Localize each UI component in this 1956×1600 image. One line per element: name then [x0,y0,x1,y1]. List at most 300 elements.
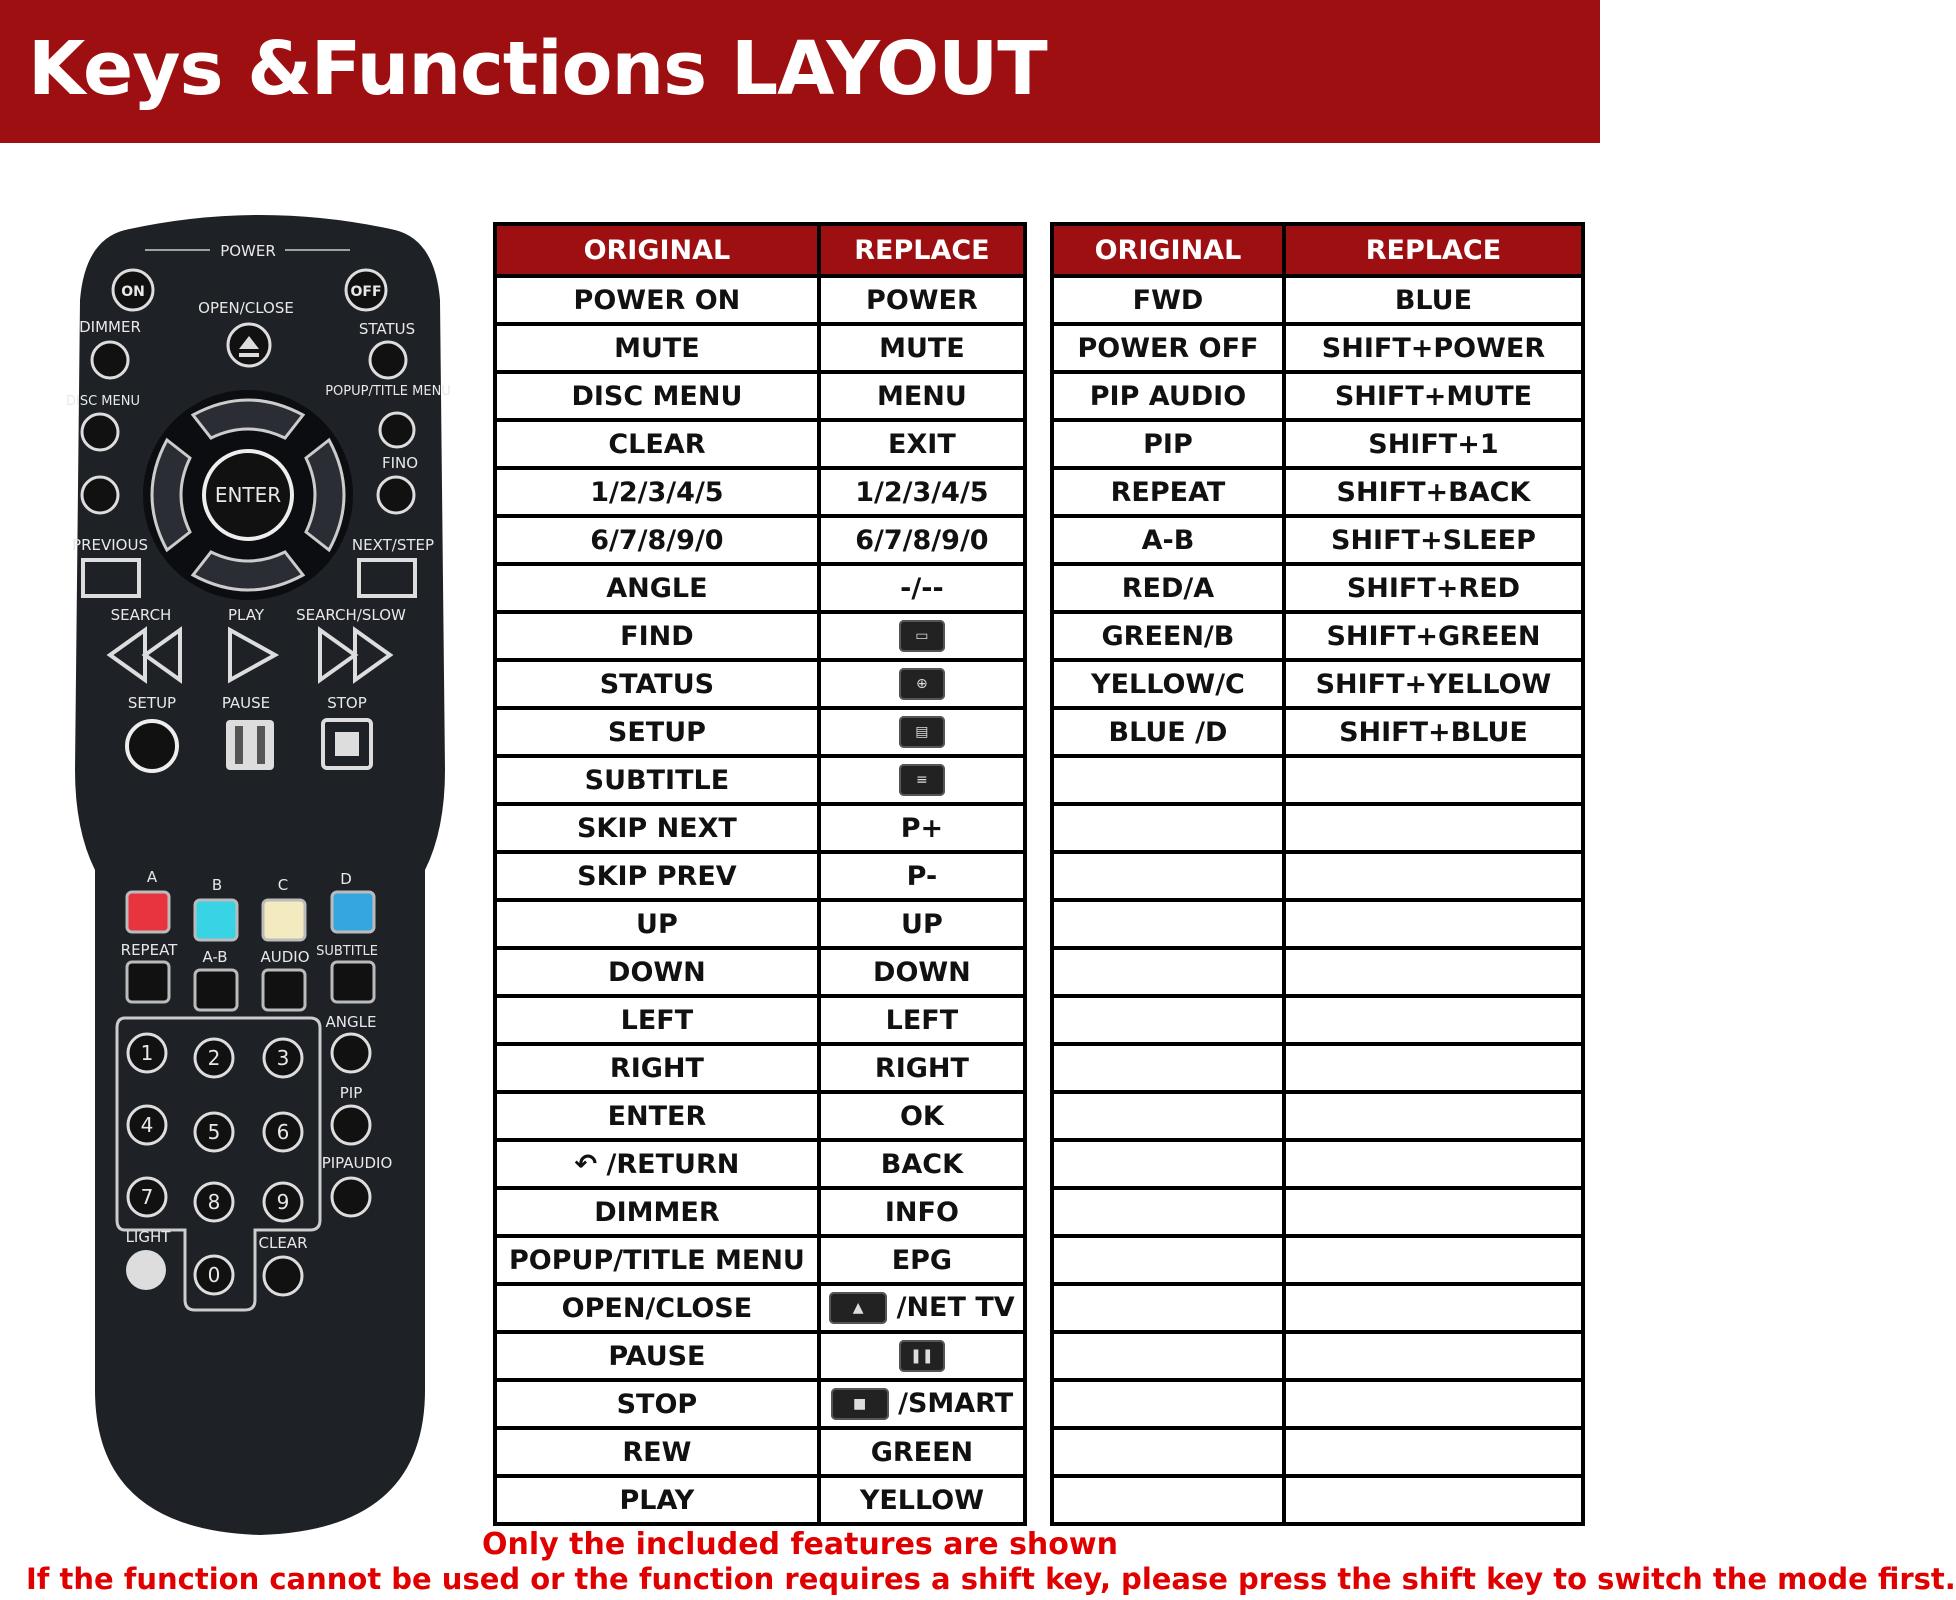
cell-replace [1284,852,1583,900]
cell-replace [1284,1140,1583,1188]
cell-text: SHIFT+1 [1368,428,1499,460]
remote-open-close-label: OPEN/CLOSE [198,299,294,317]
table-row [1052,1044,1583,1092]
cell-replace [819,1044,1025,1092]
cell-text: /SMART [898,1387,1014,1419]
cell-original [495,564,819,612]
cell-replace [1284,1284,1583,1332]
remote-pip-label: PIP [339,1084,363,1102]
table-row [495,1284,1025,1332]
cell-original [495,756,819,804]
table-row [495,468,1025,516]
cell-replace [819,900,1025,948]
remote-play-label: PLAY [227,606,265,624]
cell-replace [1284,1476,1583,1524]
cell-original [495,372,819,420]
table-row [495,804,1025,852]
setup-button-icon: ▤ [899,716,945,748]
cell-text: SHIFT+BACK [1336,476,1531,508]
cell-original [495,708,819,756]
cell-text: SKIP PREV [577,860,737,892]
cell-text: LEFT [885,1004,959,1036]
table-row [1052,708,1583,756]
table-row [1052,948,1583,996]
table-row [495,996,1025,1044]
table-row [1052,276,1583,324]
cell-replace [819,564,1025,612]
remote-digit-9: 9 [276,1190,290,1214]
cell-text: CLEAR [608,428,706,460]
cell-original [495,1044,819,1092]
subtitle-button-icon: ≡ [899,764,945,796]
column-header-replace: REPLACE [819,224,1025,276]
table-row [1052,1380,1583,1428]
cell-text: YELLOW/C [1091,668,1245,700]
cell-text: /NET TV [896,1291,1015,1323]
cell-original [1052,564,1284,612]
cell-replace [819,276,1025,324]
remote-cream-button [263,900,305,940]
cell-original [1052,660,1284,708]
cell-replace [1284,1428,1583,1476]
cell-replace [819,372,1025,420]
cell-replace [819,1140,1025,1188]
cell-text: MUTE [614,332,700,364]
remote-search-label: SEARCH [110,606,172,624]
cell-original [495,324,819,372]
cell-original [1052,1428,1284,1476]
remote-on-label: ON [121,284,145,300]
cell-replace [1284,660,1583,708]
remote-search-slow-label: SEARCH/SLOW [296,606,406,624]
table-row [1052,372,1583,420]
cell-text: BLUE /D [1108,716,1228,748]
table-row [495,756,1025,804]
cell-text: SETUP [607,716,706,748]
remote-digit-3: 3 [276,1046,290,1070]
cell-text: SKIP NEXT [576,812,737,844]
cell-original [495,276,819,324]
cell-replace [1284,1332,1583,1380]
cell-original [495,1380,819,1428]
cell-original [1052,276,1284,324]
cell-original [495,1140,819,1188]
cell-text: UP [636,908,678,940]
table-row [495,1092,1025,1140]
cell-replace [819,708,1025,756]
cell-original [1052,900,1284,948]
cell-text: RED/A [1121,572,1215,604]
table-row [1052,516,1583,564]
cell-text: RIGHT [609,1052,704,1084]
cell-text: GREEN/B [1101,620,1235,652]
cell-replace [1284,612,1583,660]
table-row [495,708,1025,756]
cell-text: REPEAT [1110,476,1226,508]
remote-light-button [126,1250,166,1290]
cell-original [495,852,819,900]
status-button-icon: ⊕ [899,668,945,700]
remote-status-button [370,342,406,378]
table-header-row [1052,224,1583,276]
cell-replace [1284,1044,1583,1092]
cell-replace [1284,324,1583,372]
cell-text: POWER OFF [1077,332,1259,364]
cell-original [1052,1092,1284,1140]
remote-digit-1: 1 [140,1041,154,1065]
cell-original [495,420,819,468]
cell-original [495,516,819,564]
cell-text: SHIFT+BLUE [1339,716,1528,748]
remote-off-label: OFF [350,284,382,300]
remote-previous-label: PREVIOUS [72,536,148,554]
remote-pause-button [226,720,274,770]
cell-text: LEFT [620,1004,694,1036]
cell-original [1052,756,1284,804]
remote-subtitle-label: SUBTITLE [316,944,378,959]
remote-ab-button [195,970,237,1010]
cell-text: UP [901,908,943,940]
cell-text: PIP AUDIO [1089,380,1247,412]
table-row [495,1476,1025,1524]
remote-digit-6: 6 [276,1120,290,1144]
table-row [1052,1284,1583,1332]
cell-text: STATUS [599,668,715,700]
find-button-icon: ▭ [899,620,945,652]
cell-text: STOP [616,1388,698,1420]
cell-original [495,996,819,1044]
table-row [1052,900,1583,948]
remote-repeat-label: REPEAT [120,941,178,959]
table-row [495,564,1025,612]
cell-original [495,1236,819,1284]
table-row [495,1140,1025,1188]
table-row [495,516,1025,564]
table-row [1052,1428,1583,1476]
eject-button-icon: ▲ [829,1292,887,1324]
cell-replace [819,756,1025,804]
cell-replace [1284,756,1583,804]
cell-original [1052,324,1284,372]
cell-replace [819,324,1025,372]
table-row [1052,420,1583,468]
cell-replace [819,1476,1025,1524]
cell-original [495,1332,819,1380]
cell-original [1052,372,1284,420]
cell-text: PIP [1143,428,1193,460]
cell-text: DIMMER [594,1196,720,1228]
cell-text: EPG [891,1244,953,1276]
cell-text: POWER [866,284,978,316]
table-header-row [495,224,1025,276]
cell-original [495,660,819,708]
cell-replace [1284,564,1583,612]
cell-text: YELLOW [859,1484,984,1516]
remote-status-label: STATUS [358,320,416,338]
cell-replace [819,948,1025,996]
table-row [495,324,1025,372]
table-row [495,1044,1025,1092]
table-row [1052,612,1583,660]
cell-text: BLUE [1394,284,1473,316]
remote-digit-4: 4 [140,1113,154,1137]
table-row [495,1428,1025,1476]
cell-text: SHIFT+YELLOW [1315,668,1552,700]
cell-text: PAUSE [608,1340,706,1372]
remote-disc-menu-button [82,414,118,450]
remote-dimmer-button [92,342,128,378]
cell-text: PLAY [619,1484,695,1516]
cell-text: GREEN [870,1436,974,1468]
cell-text: SHIFT+SLEEP [1331,524,1536,556]
remote-cyan-button [195,900,237,940]
remote-next-label: NEXT/STEP [351,536,435,554]
remote-digit-5: 5 [207,1120,221,1144]
remote-clear-label: CLEAR [258,1234,308,1252]
stop-button-icon: ■ [831,1388,889,1420]
table-row [495,420,1025,468]
remote-blue-button [332,892,374,932]
return-icon: ↶ [574,1148,607,1180]
cell-text: MUTE [879,332,965,364]
cell-text: SUBTITLE [584,764,730,796]
cell-original [1052,852,1284,900]
cell-original [1052,1284,1284,1332]
cell-original [1052,1380,1284,1428]
remote-pip-button [332,1106,370,1144]
remote-return-button [82,477,118,513]
cell-text: P- [906,860,938,892]
remote-clear-button [264,1257,302,1295]
cell-replace [819,1380,1025,1428]
remote-pipaudio-button [332,1178,370,1216]
cell-replace [1284,1380,1583,1428]
remote-digit-0: 0 [207,1263,221,1287]
cell-replace [1284,708,1583,756]
cell-text: 6/7/8/9/0 [590,524,724,556]
cell-original [495,900,819,948]
title-banner [0,0,1600,143]
cell-original [495,1476,819,1524]
cell-original [1052,612,1284,660]
cell-original [1052,468,1284,516]
remote-control-image [45,210,475,1540]
table-row [495,1188,1025,1236]
cell-original [1052,708,1284,756]
cell-original [1052,948,1284,996]
pause-button-icon: ❚❚ [899,1340,945,1372]
cell-replace [1284,420,1583,468]
cell-original [1052,420,1284,468]
cell-replace [1284,804,1583,852]
remote-angle-button [332,1034,370,1072]
cell-text: SHIFT+POWER [1321,332,1546,364]
cell-original [495,612,819,660]
cell-text: SHIFT+RED [1346,572,1521,604]
cell-replace [819,516,1025,564]
cell-text: OPEN/CLOSE [561,1292,753,1324]
table-row [495,948,1025,996]
cell-text: SHIFT+GREEN [1326,620,1541,652]
cell-text: A-B [1141,524,1195,556]
table-row [495,852,1025,900]
cell-original [1052,1140,1284,1188]
footer-note-shift: If the function cannot be used or the function requires a shift key, please press the shift key to switch the mode first. [26,1562,1956,1596]
table-row [1052,1140,1583,1188]
cell-replace [819,420,1025,468]
table-row [1052,564,1583,612]
remote-audio-label: AUDIO [260,948,310,966]
table-row [1052,1092,1583,1140]
cell-original [1052,804,1284,852]
cell-text: RIGHT [874,1052,969,1084]
table-row [495,276,1025,324]
remote-b-label: B [211,876,223,894]
remote-light-label: LIGHT [125,1228,171,1246]
cell-replace [819,1236,1025,1284]
table-row [1052,1236,1583,1284]
cell-text: REW [622,1436,692,1468]
cell-replace [1284,276,1583,324]
cell-text: ANGLE [606,572,708,604]
cell-text: 6/7/8/9/0 [855,524,989,556]
remote-subtitle-button [332,962,374,1002]
cell-text: INFO [884,1196,959,1228]
cell-text: FWD [1132,284,1204,316]
table-row [1052,996,1583,1044]
cell-replace [1284,516,1583,564]
table-row [1052,852,1583,900]
table-row [495,1380,1025,1428]
table-row [1052,756,1583,804]
cell-original [495,468,819,516]
cell-replace [819,996,1025,1044]
cell-text: EXIT [888,428,956,460]
cell-original [495,1284,819,1332]
cell-text: 1/2/3/4/5 [590,476,724,508]
table-row [495,1332,1025,1380]
cell-replace [1284,948,1583,996]
mapping-table-left [493,222,1027,1526]
cell-original [1052,1476,1284,1524]
remote-red-button [127,892,169,932]
cell-replace [819,1092,1025,1140]
cell-text: 1/2/3/4/5 [855,476,989,508]
remote-a-label: A [146,868,158,886]
cell-replace [819,1284,1025,1332]
table-row [1052,1476,1583,1524]
remote-repeat-button [127,962,169,1002]
remote-d-label: D [340,870,352,888]
table-row [495,372,1025,420]
remote-power-label: POWER [220,242,276,260]
remote-fino-label: FINO [381,454,419,472]
remote-digit-8: 8 [207,1190,221,1214]
cell-replace [1284,1188,1583,1236]
table-row [1052,324,1583,372]
cell-replace [819,804,1025,852]
remote-fino-button [378,477,414,513]
cell-text: DISC MENU [571,380,743,412]
cell-replace [819,852,1025,900]
cell-original [1052,1236,1284,1284]
remote-dimmer-label: DIMMER [79,318,141,336]
cell-replace [819,612,1025,660]
cell-replace [1284,900,1583,948]
remote-setup-button [127,721,177,771]
cell-text: POWER ON [573,284,741,316]
table-row [495,660,1025,708]
table-row [1052,660,1583,708]
cell-original [495,1188,819,1236]
remote-angle-label: ANGLE [325,1013,377,1031]
cell-replace [1284,468,1583,516]
cell-original [495,948,819,996]
remote-popup-button [380,413,414,447]
remote-ab-label: A-B [202,948,228,966]
table-row [1052,804,1583,852]
cell-text: SHIFT+MUTE [1334,380,1533,412]
remote-enter-label: ENTER [214,483,282,507]
remote-setup-label: SETUP [127,694,177,712]
cell-replace [819,468,1025,516]
cell-original [1052,996,1284,1044]
remote-control-svg [45,210,475,1540]
cell-text: -/-- [900,572,944,604]
cell-text: BACK [880,1148,964,1180]
cell-original [1052,1332,1284,1380]
table-row [1052,468,1583,516]
cell-text: MENU [876,380,967,412]
column-header-original: ORIGINAL [1052,224,1284,276]
cell-replace [819,1188,1025,1236]
cell-original [495,1092,819,1140]
cell-text: FIND [620,620,694,652]
table-row [495,1236,1025,1284]
remote-disc-menu-label: DISC MENU [66,394,140,409]
cell-replace [1284,372,1583,420]
footer-note-included: Only the included features are shown [482,1527,1118,1562]
cell-original [495,1428,819,1476]
column-header-original: ORIGINAL [495,224,819,276]
cell-replace [1284,1092,1583,1140]
remote-digit-2: 2 [207,1046,221,1070]
cell-replace [819,1332,1025,1380]
remote-pipaudio-label: PIPAUDIO [321,1154,393,1172]
cell-text: OK [899,1100,944,1132]
cell-original [1052,516,1284,564]
table-row [1052,1188,1583,1236]
page-title: Keys &Functions LAYOUT [28,26,1047,112]
cell-text: DOWN [873,956,971,988]
cell-text: POPUP/TITLE MENU [508,1244,805,1276]
table-row [1052,1332,1583,1380]
mapping-table-right [1050,222,1585,1526]
cell-original [1052,1044,1284,1092]
cell-text: ENTER [607,1100,707,1132]
cell-replace [1284,996,1583,1044]
remote-audio-button [263,970,305,1010]
cell-text: /RETURN [606,1148,740,1180]
table-row [495,612,1025,660]
table-row [495,900,1025,948]
cell-replace [1284,1236,1583,1284]
cell-replace [819,1428,1025,1476]
cell-replace [819,660,1025,708]
remote-pause-label: PAUSE [221,694,271,712]
remote-popup-label: POPUP/TITLE MENU [325,384,451,399]
remote-digit-7: 7 [140,1185,154,1209]
